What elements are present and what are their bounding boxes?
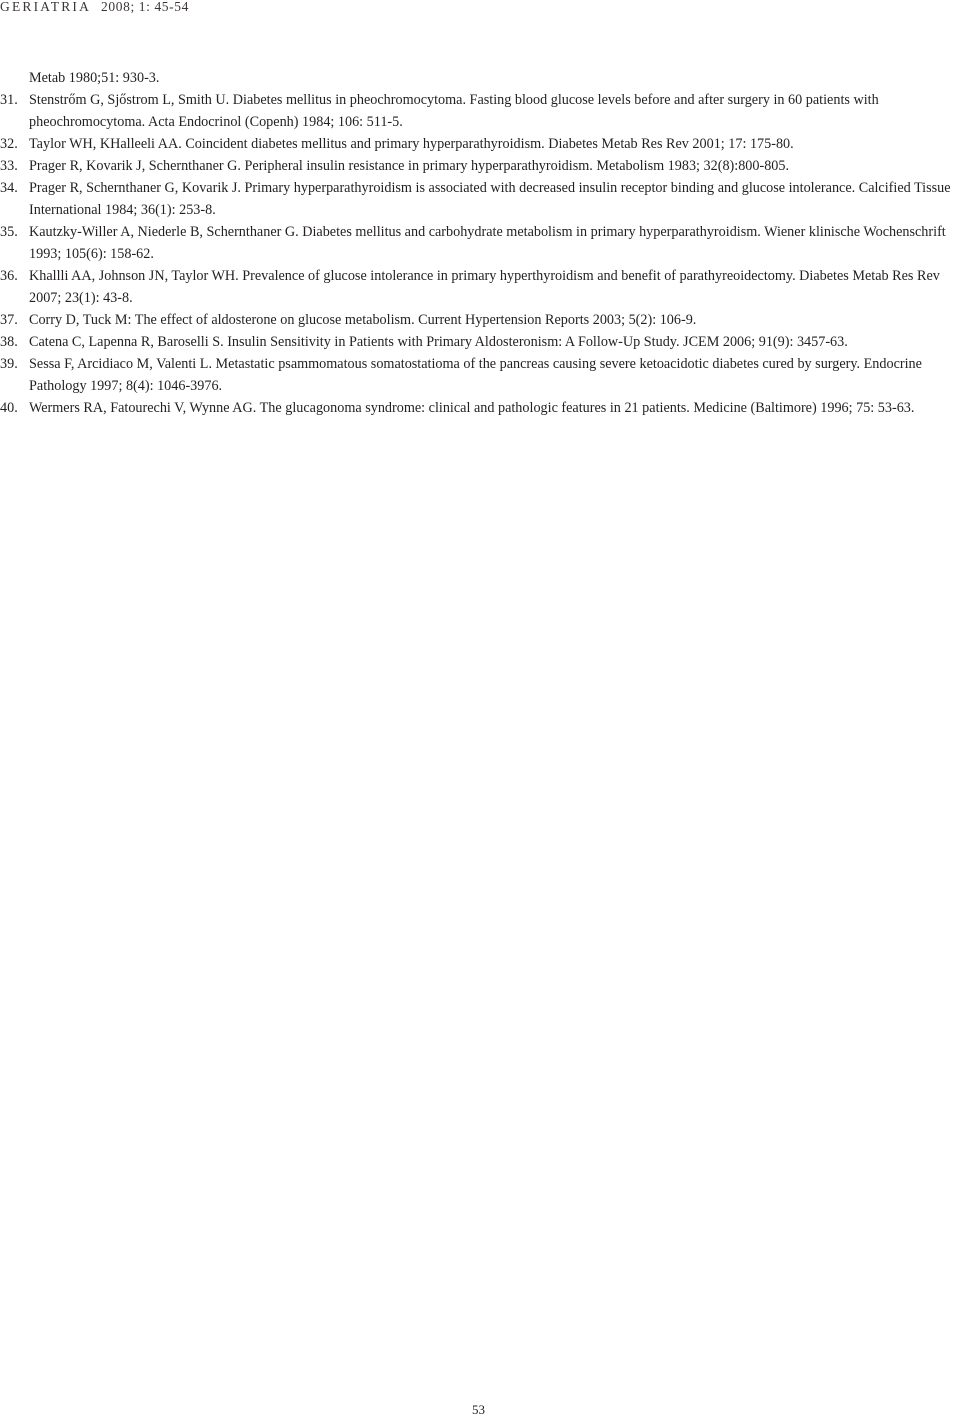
reference-number: 32. xyxy=(0,136,18,152)
reference-continuation xyxy=(0,67,960,89)
reference-38 xyxy=(0,331,960,353)
reference-text: Prager R, Kovarik J, Schernthaner G. Peripheral insulin resistance in primary hyperparathyroidism. Metabolism 1983; 32(8):800-805. xyxy=(29,158,790,174)
reference-number: 40. xyxy=(0,400,18,416)
reference-list xyxy=(0,67,960,419)
reference-text: Sessa F, Arcidiaco M, Valenti L. Metastatic psammomatous somatostatioma of the pancreas causing severe ketoacidotic diabetes cured by surgery. Endocrine Pathology 1997; 8(4): 1046-3976. xyxy=(29,356,922,394)
reference-37 xyxy=(0,309,960,331)
reference-text: Wermers RA, Fatourechi V, Wynne AG. The glucagonoma syndrome: clinical and pathologic features in 21 patients. Medicine (Baltimore) 1996; 75: 53-63. xyxy=(29,400,915,416)
reference-40 xyxy=(0,397,960,419)
reference-text: Khallli AA, Johnson JN, Taylor WH. Prevalence of glucose intolerance in primary hyperthyroidism and benefit of parathyreoidectomy. Diabetes Metab Res Rev 2007; 23(1): 43-8. xyxy=(29,268,940,306)
reference-text: Metab 1980;51: 930-3. xyxy=(29,70,160,86)
reference-35 xyxy=(0,221,960,265)
reference-number: 38. xyxy=(0,334,18,350)
issue-citation: 2008; 1: 45-54 xyxy=(101,0,189,14)
reference-text: Stenstrőm G, Sjőstrom L, Smith U. Diabetes mellitus in pheochromocytoma. Fasting blood glucose levels before and after surgery in 60 patients with pheochromocytoma. Acta Endocrinol (Copenh) 1984; 106: 511-5. xyxy=(29,92,879,130)
reference-number: 33. xyxy=(0,158,18,174)
reference-number: 34. xyxy=(0,180,18,196)
reference-32 xyxy=(0,133,960,155)
reference-36 xyxy=(0,265,960,309)
reference-number: 37. xyxy=(0,312,18,328)
reference-text: Kautzky-Willer A, Niederle B, Schernthaner G. Diabetes mellitus and carbohydrate metabolism in primary hyperparathyroidism. Wiener klinische Wochenschrift 1993; 105(6): 158-62. xyxy=(29,224,946,262)
reference-text: Prager R, Schernthaner G, Kovarik J. Primary hyperparathyroidism is associated with decreased insulin receptor binding and glucose intolerance. Calcified Tissue International 1984; 36(1): 253-8. xyxy=(29,180,951,218)
reference-number: 31. xyxy=(0,92,18,108)
journal-name: GERIATRIA xyxy=(0,0,92,14)
reference-text: Corry D, Tuck M: The effect of aldosterone on glucose metabolism. Current Hypertension Reports 2003; 5(2): 106-9. xyxy=(29,312,697,328)
reference-text: Catena C, Lapenna R, Baroselli S. Insulin Sensitivity in Patients with Primary Aldosteronism: A Follow-Up Study. JCEM 2006; 91(9): 3457-63. xyxy=(29,334,848,350)
reference-number: 39. xyxy=(0,356,18,372)
reference-text: Taylor WH, KHalleeli AA. Coincident diabetes mellitus and primary hyperparathyroidism. Diabetes Metab Res Rev 2001; 17: 175-80. xyxy=(29,136,794,152)
page-number: 53 xyxy=(472,1402,485,1417)
reference-34 xyxy=(0,177,960,221)
reference-39 xyxy=(0,353,960,397)
reference-33 xyxy=(0,155,960,177)
reference-number: 36. xyxy=(0,268,18,284)
reference-31 xyxy=(0,89,960,133)
running-header xyxy=(0,0,189,26)
reference-number: 35. xyxy=(0,224,18,240)
